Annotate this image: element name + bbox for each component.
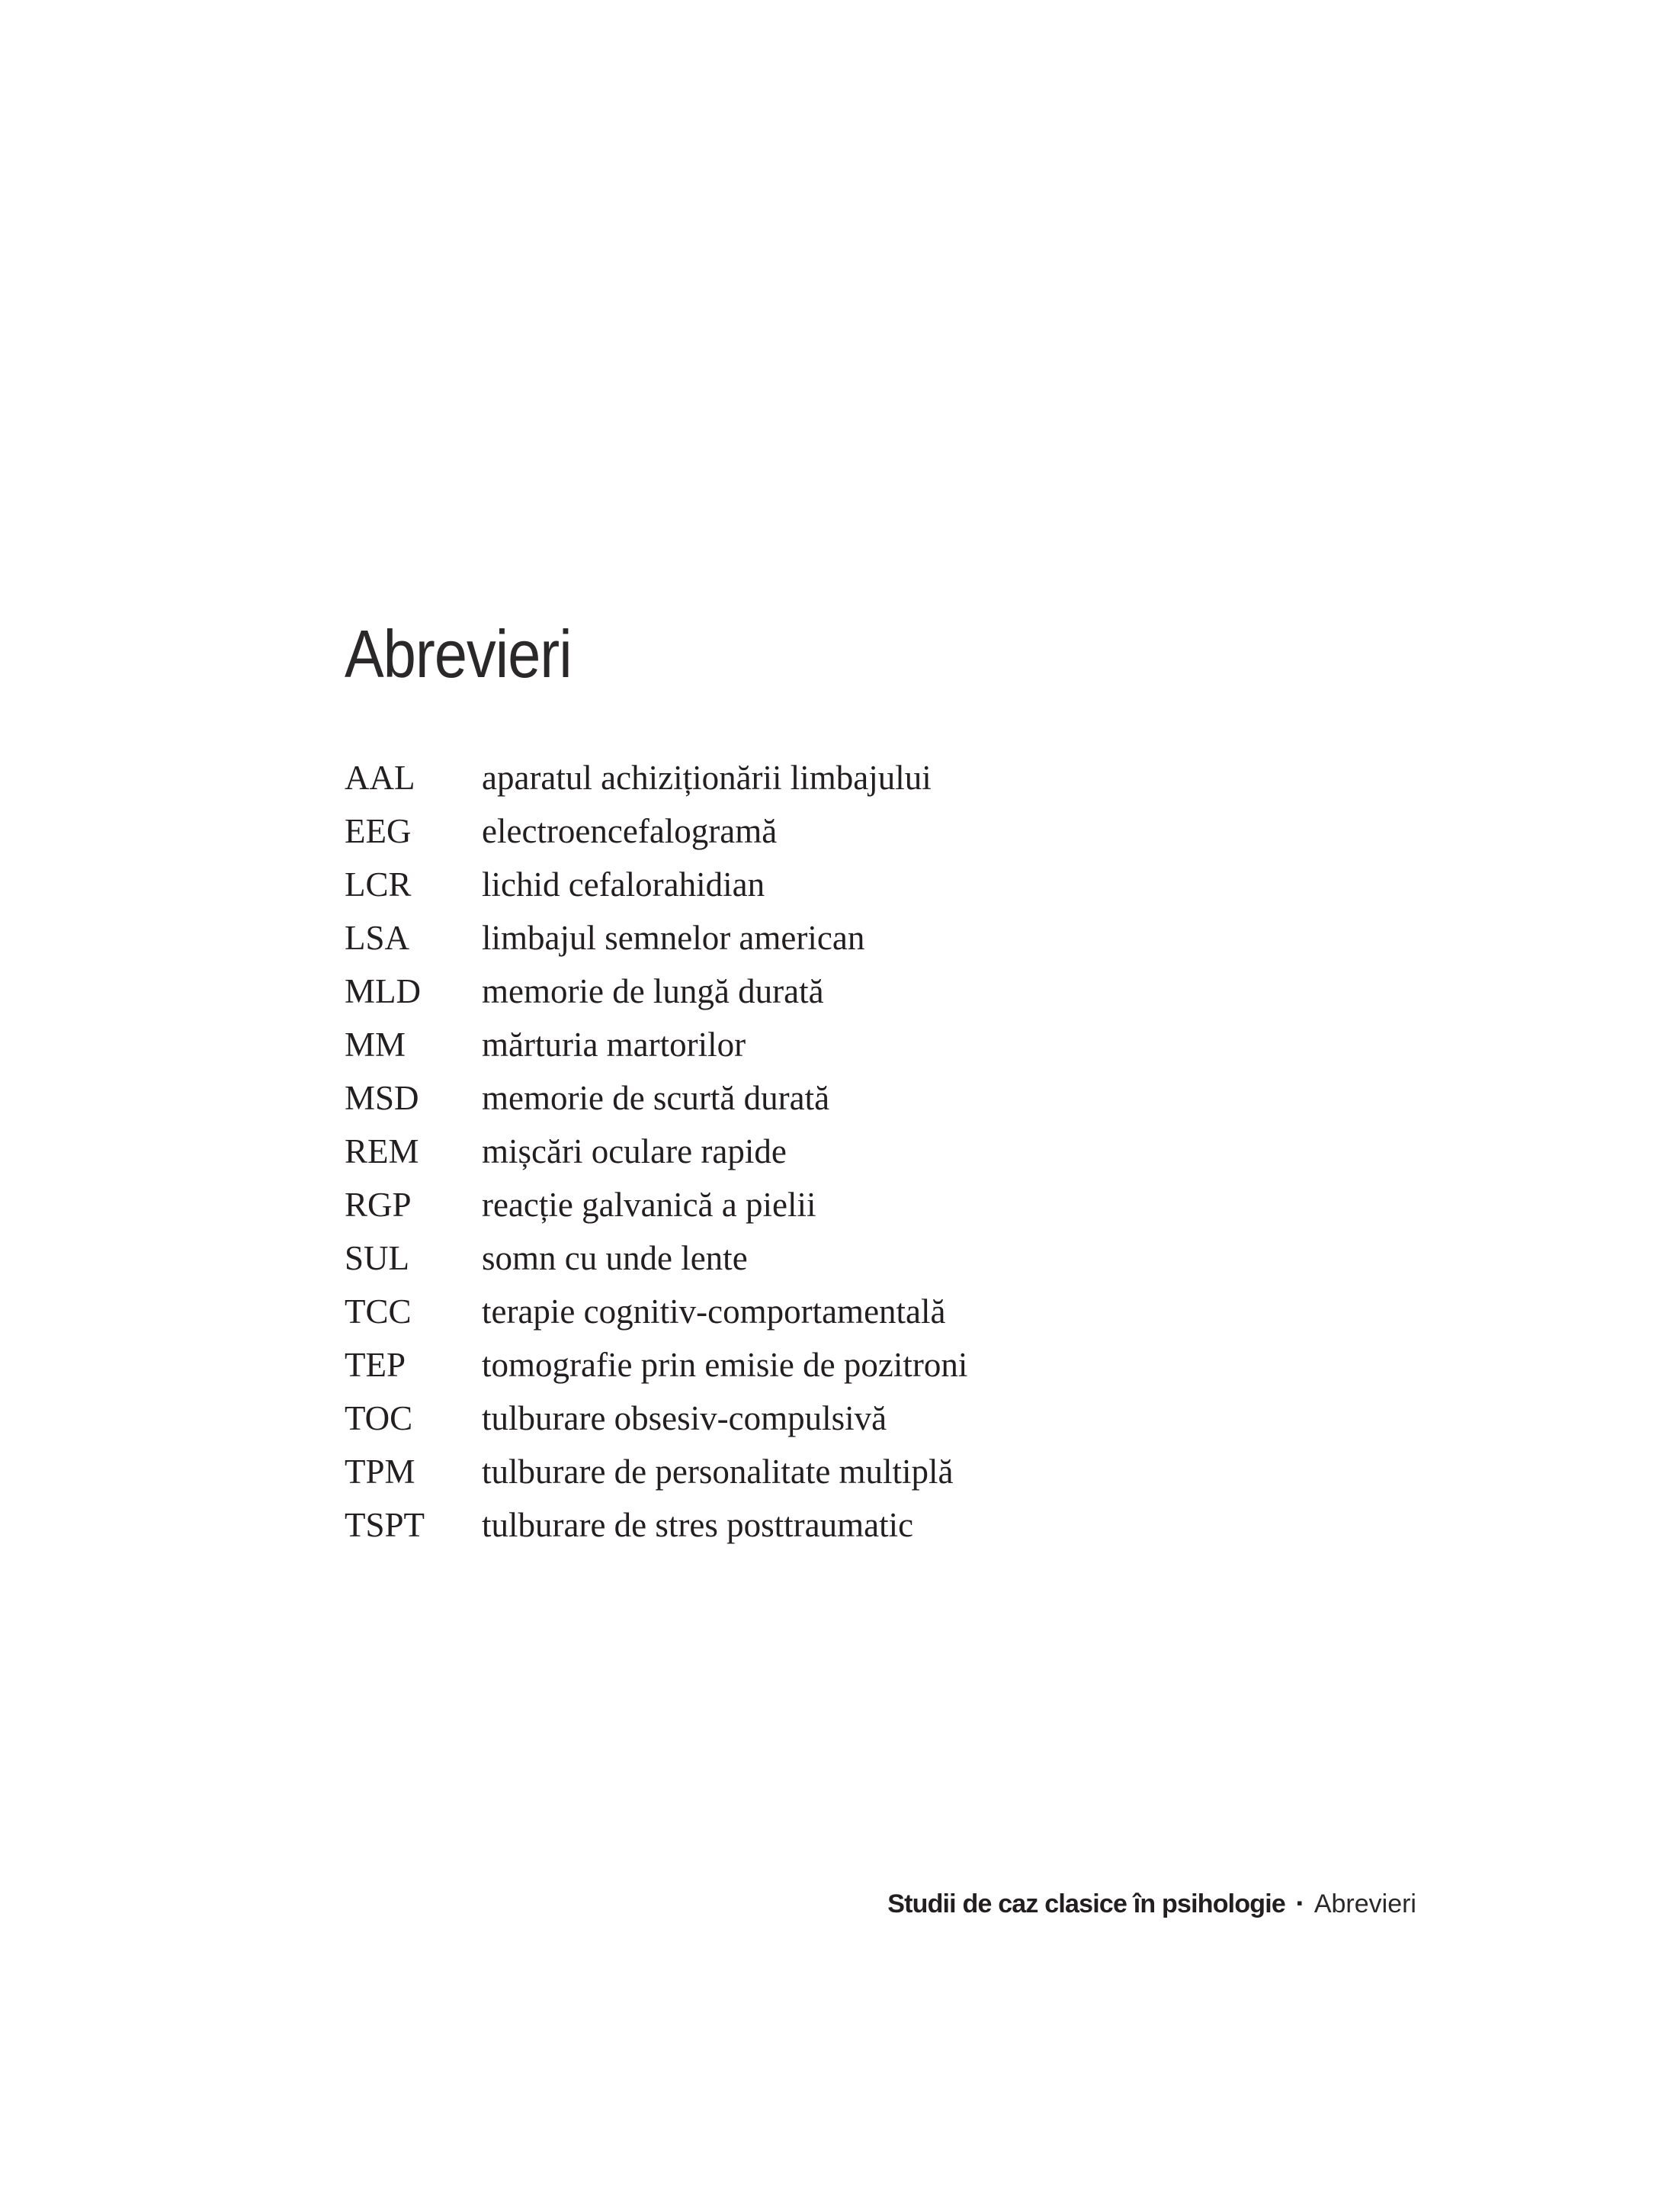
abbreviation-row xyxy=(345,965,967,1018)
abbreviation-definition: tomografie prin emisie de pozitroni xyxy=(482,1346,968,1384)
abbreviation-definition: lichid cefalorahidian xyxy=(482,865,765,904)
page-title: Abrevieri xyxy=(345,615,572,692)
abbreviation-row xyxy=(345,1125,967,1178)
abbreviation-definition: electroencefalogramă xyxy=(482,812,778,850)
abbreviation-code: EEG xyxy=(345,812,412,850)
abbreviation-code: AAL xyxy=(345,759,415,797)
abbreviation-row xyxy=(345,858,967,911)
abbreviation-definition: mărturia martorilor xyxy=(482,1026,746,1064)
abbreviation-definition: limbajul semnelor american xyxy=(482,919,865,957)
abbreviations-list xyxy=(345,751,967,1552)
abbreviation-definition: terapie cognitiv-comportamentală xyxy=(482,1292,946,1331)
abbreviation-row xyxy=(345,1498,967,1552)
abbreviation-row xyxy=(345,1285,967,1338)
abbreviation-code: TPM xyxy=(345,1453,415,1491)
square-bullet-icon: ▪ xyxy=(1297,1893,1303,1912)
abbreviation-code: LCR xyxy=(345,865,412,904)
abbreviation-code: TCC xyxy=(345,1292,412,1331)
abbreviation-definition: memorie de scurtă durată xyxy=(482,1079,830,1117)
footer-section-label: Abrevieri xyxy=(1313,1889,1416,1918)
abbreviation-code: MSD xyxy=(345,1079,419,1117)
abbreviation-definition: tulburare de stres posttraumatic xyxy=(482,1506,914,1544)
abbreviation-row xyxy=(345,1018,967,1071)
abbreviation-definition: somn cu unde lente xyxy=(482,1239,748,1277)
abbreviation-code: REM xyxy=(345,1132,419,1170)
abbreviation-row xyxy=(345,804,967,858)
abbreviation-row xyxy=(345,751,967,804)
abbreviation-definition: tulburare de personalitate multiplă xyxy=(482,1453,954,1491)
footer-book-title: Studii de caz clasice în psihologie xyxy=(887,1889,1286,1918)
abbreviation-definition: tulburare obsesiv-compulsivă xyxy=(482,1399,887,1437)
abbreviation-code: LSA xyxy=(345,919,410,957)
abbreviation-row xyxy=(345,911,967,965)
abbreviation-row xyxy=(345,1392,967,1445)
abbreviation-row xyxy=(345,1178,967,1231)
abbreviation-code: SUL xyxy=(345,1239,410,1277)
abbreviation-code: MLD xyxy=(345,972,421,1010)
abbreviation-code: TOC xyxy=(345,1399,413,1437)
abbreviation-row xyxy=(345,1445,967,1498)
running-footer xyxy=(887,1889,1416,1919)
abbreviation-definition: reacție galvanică a pielii xyxy=(482,1186,816,1224)
abbreviation-code: TEP xyxy=(345,1346,406,1384)
abbreviation-definition: aparatul achiziționării limbajului xyxy=(482,759,932,797)
abbreviation-definition: mișcări oculare rapide xyxy=(482,1132,787,1170)
abbreviation-definition: memorie de lungă durată xyxy=(482,972,824,1010)
abbreviation-code: TSPT xyxy=(345,1506,425,1544)
abbreviation-code: MM xyxy=(345,1026,406,1064)
abbreviation-row xyxy=(345,1338,967,1392)
abbreviation-row xyxy=(345,1071,967,1125)
abbreviation-code: RGP xyxy=(345,1186,412,1224)
abbreviation-row xyxy=(345,1231,967,1285)
